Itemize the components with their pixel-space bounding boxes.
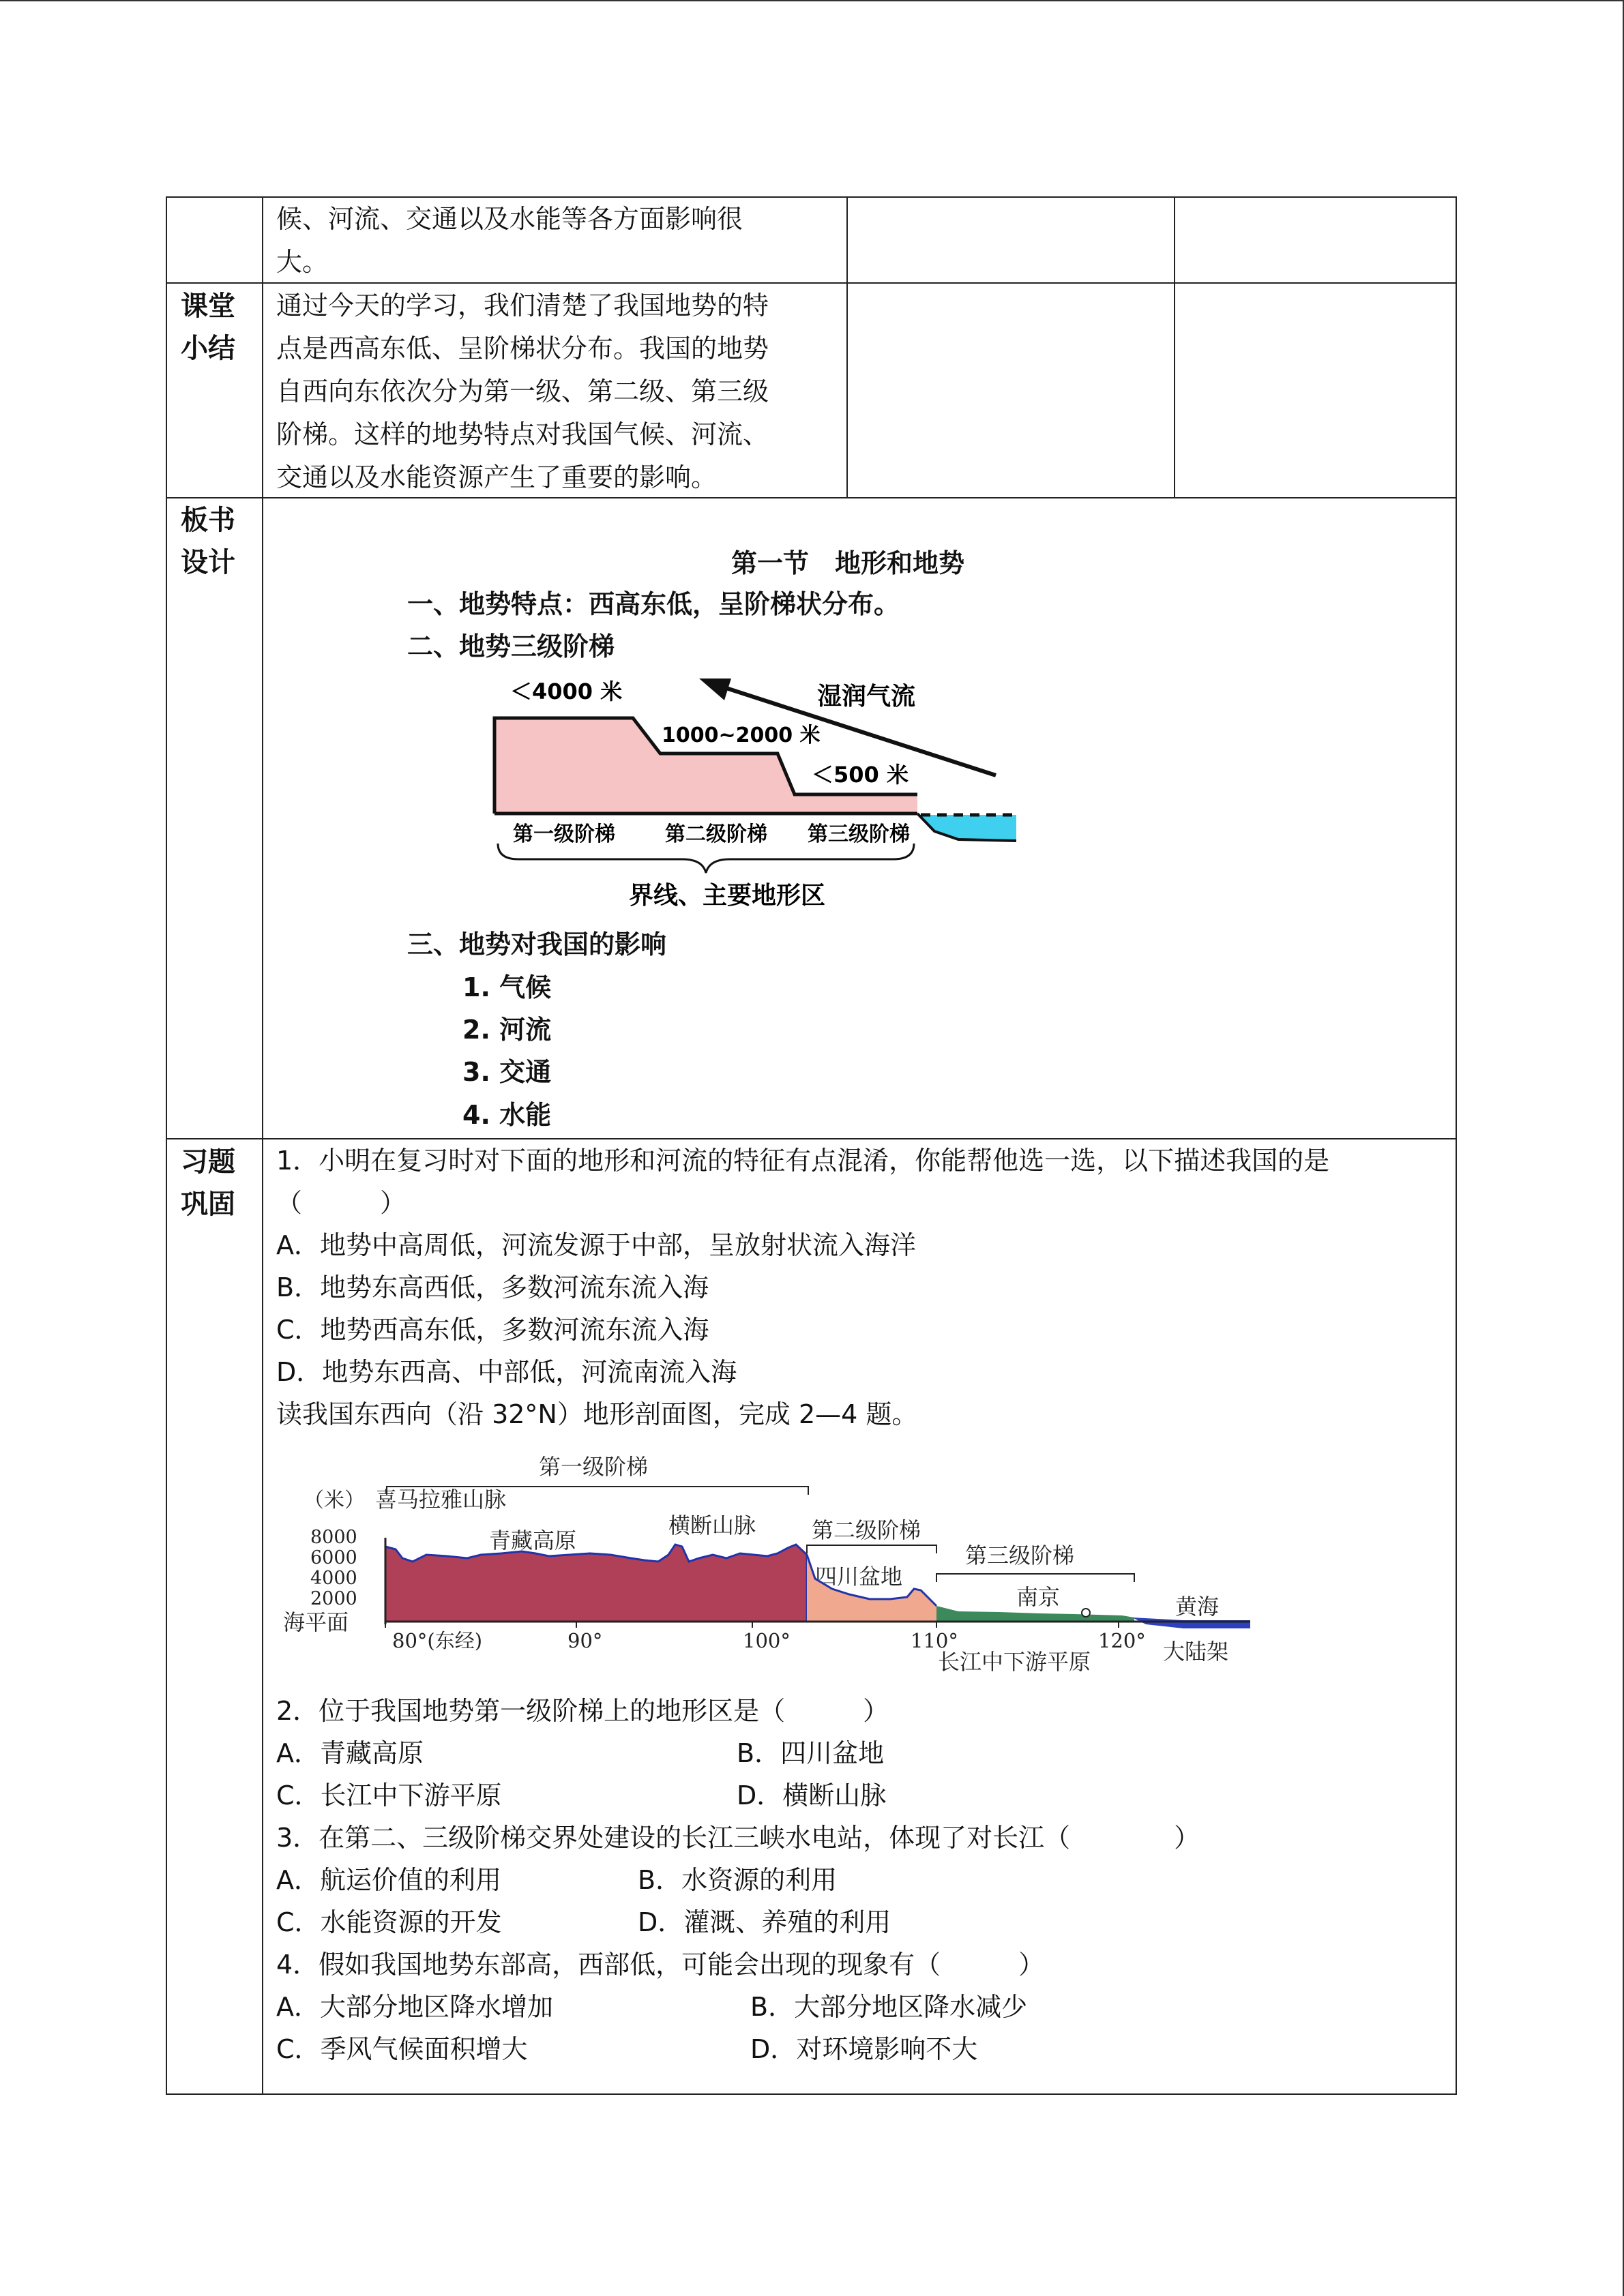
elev-step3-label: ＜500 米	[812, 762, 909, 788]
q2-option-b: B．四川盆地	[737, 1738, 885, 1768]
board-point-3: 三、地势对我国的影响	[407, 929, 667, 959]
q1-line-1: 1．小明在复习时对下面的地形和河流的特征有点混淆，你能帮他选一选，以下描述我国的是	[276, 1146, 1330, 1176]
impact-item-2: 2. 河流	[462, 1015, 552, 1045]
nanjing-marker	[1082, 1609, 1090, 1617]
impact-item-4: 4. 水能	[462, 1100, 552, 1130]
q3-option-a: A．航运价值的利用	[276, 1865, 501, 1895]
q1-option-c: C．地势西高东低，多数河流东流入海	[276, 1315, 709, 1345]
q3-option-c: C．水能资源的开发	[276, 1907, 502, 1937]
nanjing-label: 南京	[1016, 1584, 1061, 1610]
y-tick-8000: 8000	[310, 1527, 357, 1548]
x-tick-80: 80°(东经)	[392, 1629, 483, 1652]
shelf-label: 大陆架	[1163, 1639, 1229, 1665]
impact-item-1: 1. 气候	[462, 972, 552, 1002]
exercise-label-line-2: 巩固	[181, 1189, 235, 1220]
q3-option-d: D．灌溉、养殖的利用	[638, 1907, 891, 1937]
continuation-line-1: 候、河流、交通以及水能等各方面影响很	[276, 204, 743, 234]
board-point-2: 二、地势三级阶梯	[407, 631, 615, 661]
x-tick-110: 110°	[911, 1629, 958, 1652]
step3-profile-label: 第三级阶梯	[965, 1542, 1075, 1568]
step2-label: 第二级阶梯	[665, 822, 767, 846]
q3-stem: 3．在第二、三级阶梯交界处建设的长江三峡水电站，体现了对长江（ ）	[276, 1823, 1200, 1853]
table-right-border	[1456, 196, 1457, 2095]
board-label-line-2: 设计	[181, 547, 235, 578]
brace-label: 界线、主要地形区	[629, 882, 826, 910]
q4-option-c: C．季风气候面积增大	[276, 2034, 528, 2064]
plain-label: 长江中下游平原	[938, 1649, 1091, 1675]
x-tick-120: 120°	[1098, 1629, 1146, 1652]
step1-label: 第一级阶梯	[513, 822, 615, 846]
sea-fill	[919, 815, 1016, 841]
step1-profile-label: 第一级阶梯	[539, 1454, 649, 1480]
terrain-profile-figure	[276, 1446, 1272, 1691]
board-title: 第一节 地形和地势	[731, 548, 965, 578]
x-tick-100: 100°	[743, 1629, 791, 1652]
step1-terrain	[385, 1545, 807, 1622]
q4-option-a: A．大部分地区降水增加	[276, 1992, 553, 2022]
row-divider-1	[166, 282, 1457, 284]
label-column-divider	[262, 196, 263, 2095]
summary-label-line-1: 课堂	[181, 290, 235, 322]
summary-line-1: 通过今天的学习，我们清楚了我国地势的特	[276, 290, 769, 320]
elev-step2-label: 1000~2000 米	[662, 724, 821, 747]
step3-label: 第三级阶梯	[808, 822, 910, 846]
airflow-label: 湿润气流	[817, 683, 916, 711]
y-tick-2000: 2000	[310, 1588, 357, 1609]
board-label-line-1: 板书	[181, 505, 235, 536]
huanghai-label: 黄海	[1175, 1594, 1220, 1620]
steps-brace	[498, 844, 914, 873]
table-left-border	[166, 196, 167, 2095]
q4-stem: 4．假如我国地势东部高，西部低，可能会出现的现象有（ ）	[276, 1950, 1045, 1980]
y-tick-4000: 4000	[310, 1568, 357, 1589]
elev-step1-label: ＜4000 米	[510, 679, 623, 704]
q4-option-d: D．对环境影响不大	[750, 2034, 978, 2064]
column-divider-3	[1174, 196, 1175, 498]
q2-stem: 2．位于我国地势第一级阶梯上的地形区是（ ）	[276, 1696, 889, 1726]
q3-option-b: B．水资源的利用	[638, 1865, 838, 1895]
q1-option-a: A．地势中高周低，河流发源于中部，呈放射状流入海洋	[276, 1230, 916, 1260]
step2-profile-label: 第二级阶梯	[812, 1517, 921, 1543]
x-tick-90: 90°	[567, 1629, 603, 1652]
q2-option-c: C．长江中下游平原	[276, 1780, 502, 1810]
profile-intro: 读我国东西向（沿 32°N）地形剖面图，完成 2—4 题。	[276, 1399, 918, 1429]
qingzang-label: 青藏高原	[489, 1527, 577, 1553]
step2-bracket	[807, 1545, 936, 1553]
step3-bracket	[936, 1574, 1134, 1582]
column-divider-2	[846, 196, 848, 498]
himalaya-label: 喜马拉雅山脉	[375, 1487, 507, 1512]
exercise-label-line-1: 习题	[181, 1146, 235, 1178]
q1-option-d: D．地势东西高、中部低，河流南流入海	[276, 1357, 737, 1387]
summary-line-2: 点是西高东低、呈阶梯状分布。我国的地势	[276, 333, 769, 363]
hengduan-label: 横断山脉	[668, 1512, 756, 1538]
q1-line-2: （ ）	[276, 1188, 407, 1218]
board-point-1: 一、地势特点：西高东低，呈阶梯状分布。	[407, 589, 900, 619]
q2-option-d: D．横断山脉	[737, 1780, 887, 1810]
table-bottom-border	[166, 2093, 1457, 2095]
sichuan-label: 四川盆地	[815, 1564, 903, 1590]
summary-label-line-2: 小结	[181, 333, 235, 364]
unit-label: （米）	[304, 1489, 365, 1512]
y-tick-sea-level: 海平面	[283, 1609, 349, 1635]
q2-option-a: A．青藏高原	[276, 1738, 424, 1768]
continuation-line-2: 大。	[276, 247, 329, 277]
y-tick-6000: 6000	[310, 1547, 357, 1568]
q4-option-b: B．大部分地区降水减少	[750, 1992, 1028, 2022]
summary-line-5: 交通以及水能资源产生了重要的影响。	[276, 462, 718, 492]
terrain-steps-diagram	[477, 665, 1091, 924]
q1-option-b: B．地势东高西低，多数河流东流入海	[276, 1272, 709, 1302]
summary-line-3: 自西向东依次分为第一级、第二级、第三级	[276, 376, 769, 406]
summary-line-4: 阶梯。这样的地势特点对我国气候、河流、	[276, 419, 769, 449]
impact-item-3: 3. 交通	[462, 1057, 552, 1087]
airflow-arrow-head	[699, 679, 731, 700]
